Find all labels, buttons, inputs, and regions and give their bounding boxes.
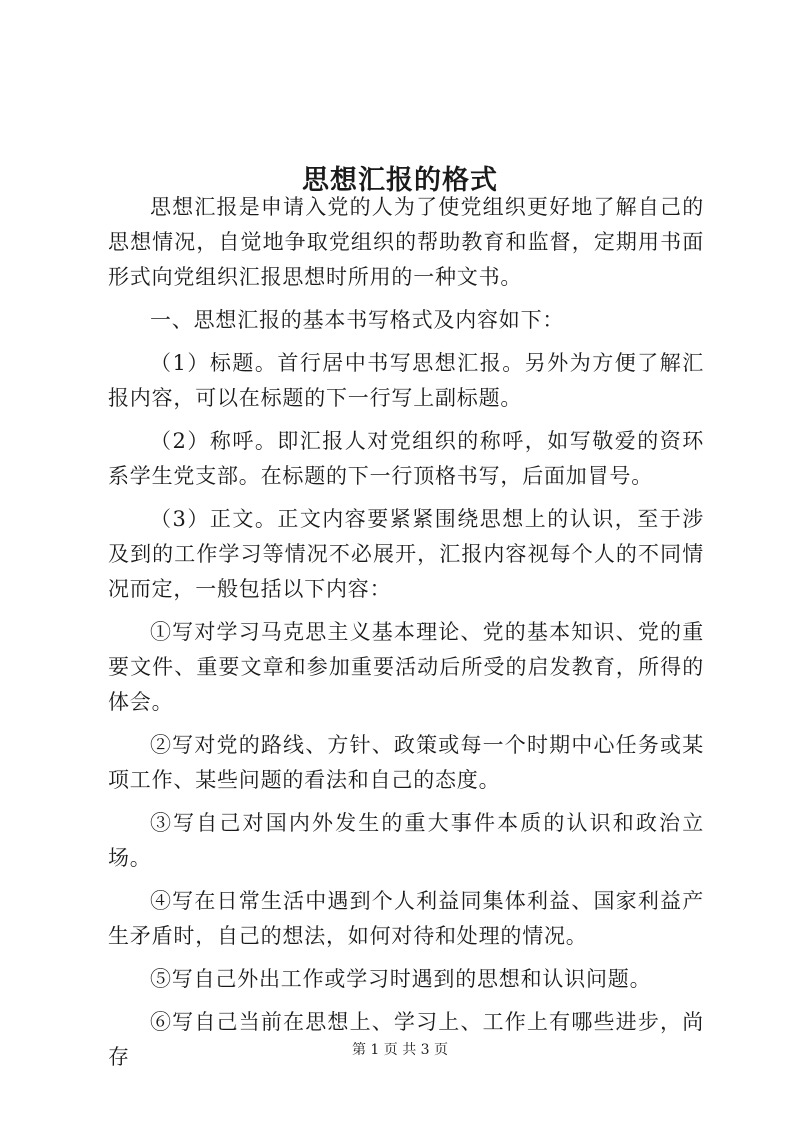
paragraph-item-title: （1）标题。首行居中书写思想汇报。另外为方便了解汇报内容，可以在标题的下一行写上副标题。 (108, 351, 704, 410)
paragraph-intro: 思想汇报是申请入党的人为了使党组织更好地了解自己的思想情况，自觉地争取党组织的帮助教育和监督，定期用书面形式向党组织汇报思想时所用的一种文书。 (108, 195, 704, 289)
paragraph-point-6: ⑥写自己当前在思想上、学习上、工作上有哪些进步，尚存 (108, 1010, 704, 1069)
document-title: 思想汇报的格式 (302, 165, 498, 197)
paragraph-point-5: ⑤写自己外出工作或学习时遇到的思想和认识问题。 (150, 967, 652, 991)
paragraph-point-3: ③写自己对国内外发生的重大事件本质的认识和政治立场。 (108, 811, 704, 870)
paragraph-point-2: ②写对党的路线、方针、政策或每一个时期中心任务或某项工作、某些问题的看法和自己的态度。 (108, 733, 704, 792)
paragraph-point-1: ①写对学习马克思主义基本理论、党的基本知识、党的重要文件、重要文章和参加重要活动后所受的启发教育，所得的体会。 (108, 620, 704, 714)
paragraph-item-salutation: （2）称呼。即汇报人对党组织的称呼，如写敬爱的资环系学生党支部。在标题的下一行顶格书写，后面加冒号。 (108, 429, 704, 488)
paragraph-point-4: ④写在日常生活中遇到个人利益同集体利益、国家利益产生矛盾时，自己的想法，如何对待和处理的情况。 (108, 889, 704, 948)
paragraph-section-heading: 一、思想汇报的基本书写格式及内容如下： (150, 308, 565, 332)
page-footer: 第 1 页 共 3 页 (351, 1042, 449, 1058)
document-body (108, 190, 704, 1083)
paragraph-item-body: （3）正文。正文内容要紧紧围绕思想上的认识，至于涉及到的工作学习等情况不必展开，汇报内容视每个人的不同情况而定，一般包括以下内容： (108, 507, 704, 601)
